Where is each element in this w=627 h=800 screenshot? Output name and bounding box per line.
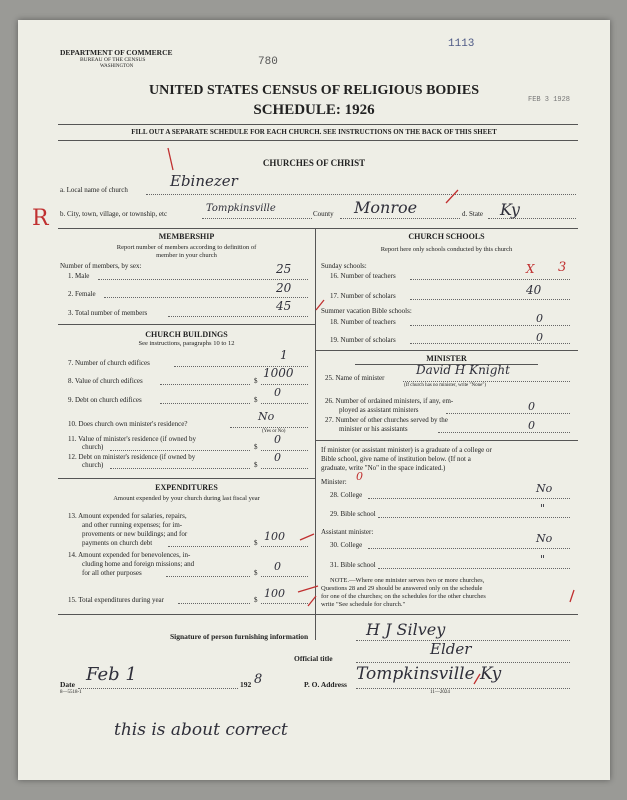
church-name-value: Ebinezer: [170, 172, 238, 190]
membership-note-1: Report number of members according to definition of: [116, 244, 257, 251]
q27-value: 0: [528, 419, 535, 432]
q28-value: No: [536, 482, 553, 495]
q27-line-2: minister or his assistants: [339, 425, 408, 433]
red-check-marks: [18, 20, 610, 780]
city-label: b. City, town, village, or township, etc: [60, 210, 168, 218]
q10-label: 10. Does church own minister's residence?: [68, 420, 188, 428]
q30-label: 30. College: [330, 541, 363, 549]
q31-value: ": [540, 553, 546, 566]
male-label: 1. Male: [68, 272, 90, 280]
dept-heading: DEPARTMENT OF COMMERCE: [60, 48, 173, 57]
q25-hint: (If church has no minister, write "None"): [404, 383, 487, 388]
q13-line-2: and other running expenses; for im-: [82, 521, 183, 529]
male-value: 25: [276, 262, 292, 276]
minister-heading: MINISTER: [426, 354, 467, 363]
stamp-number-1113: 1113: [448, 38, 475, 50]
city-heading: WASHINGTON: [100, 64, 134, 69]
q9-value: 0: [274, 386, 281, 399]
state-value: Ky: [500, 200, 520, 219]
q13-line-1: 13. Amount expended for salaries, repairs,: [68, 512, 187, 520]
signature-label: Signature of person furnishing information: [170, 632, 309, 641]
q13-dollar: $: [254, 539, 258, 547]
stamp-number-780: 780: [258, 56, 278, 68]
signature-value: H J Silvey: [366, 620, 446, 639]
q8-dollar: $: [254, 377, 258, 385]
q16-label: 16. Number of teachers: [330, 272, 396, 280]
q11-value: 0: [274, 433, 281, 446]
q16-value: X: [526, 262, 535, 276]
q14-line-2: cluding home and foreign missions; and: [82, 560, 195, 568]
census-form-page: [18, 20, 610, 780]
q19-value: 0: [536, 331, 543, 344]
form-schedule: SCHEDULE: 1926: [253, 102, 375, 118]
po-address-label: P. O. Address: [304, 680, 347, 689]
minister-red-mark: 0: [356, 470, 363, 483]
q17-label: 17. Number of scholars: [330, 292, 396, 300]
official-title-label: Official title: [294, 654, 333, 663]
q12-label-1: 12. Debt on minister's residence (if owned by: [68, 453, 196, 461]
total-members-label: 3. Total number of members: [68, 309, 148, 317]
stamp-date: FEB 3 1928: [528, 96, 571, 104]
official-title-value: Elder: [430, 640, 472, 658]
q28-label: 28. College: [330, 491, 363, 499]
q8-value: 1000: [263, 366, 294, 380]
q26-value: 0: [528, 400, 535, 413]
q9-label: 9. Debt on church edifices: [68, 396, 142, 404]
print-code: 11—2024: [430, 690, 450, 695]
female-label: 2. Female: [68, 290, 96, 298]
q31-label: 31. Bible school: [330, 561, 376, 569]
membership-note-2: member in your church: [156, 252, 217, 259]
q13-line-4: payments on church debt: [82, 539, 153, 547]
year-value: 8: [254, 672, 263, 687]
schools-heading: CHURCH SCHOOLS: [408, 232, 485, 241]
q14-dollar: $: [254, 569, 258, 577]
q16-red-mark: 3: [558, 260, 567, 275]
graduate-note-3: graduate, write "No" in the space indicated.): [321, 464, 446, 472]
female-value: 20: [276, 281, 292, 295]
q29-label: 29. Bible school: [330, 510, 376, 518]
form-title: UNITED STATES CENSUS OF RELIGIOUS BODIES: [148, 83, 479, 98]
q7-label: 7. Number of church edifices: [68, 359, 150, 367]
q12-dollar: $: [254, 461, 258, 469]
city-value: Tompkinsville: [206, 203, 276, 214]
q29-value: ": [540, 502, 546, 515]
q15-value: 100: [264, 587, 285, 600]
q14-line-1: 14. Amount expended for benevolences, in-: [68, 551, 191, 559]
total-members-value: 45: [276, 299, 292, 313]
church-name-label: a. Local name of church: [60, 186, 128, 194]
minister-note-4: write "See schedule for church.": [321, 601, 406, 608]
minister-note-2: Questions 28 and 29 should be answered only on the schedule: [321, 585, 483, 592]
minister-sub-label: Minister:: [321, 478, 347, 486]
q15-label: 15. Total expenditures during year: [68, 596, 164, 604]
year-prefix: 192: [240, 680, 252, 689]
sunday-schools-label: Sunday schools:: [321, 262, 367, 270]
summer-schools-label: Summer vacation Bible schools:: [321, 307, 412, 315]
buildings-note: See instructions, paragraphs 10 to 12: [138, 340, 235, 347]
graduate-note-1: If minister (or assistant minister) is a graduate of a college or: [321, 446, 492, 454]
q10-value: No: [258, 410, 275, 423]
q13-value: 100: [264, 530, 285, 543]
q11-label-2: church): [82, 443, 104, 451]
q14-value: 0: [274, 560, 281, 573]
assistant-minister-label: Assistant minister:: [321, 528, 374, 536]
po-address-value: Tompkinsville Ky: [356, 664, 502, 684]
q10-hint: (Yes or No): [262, 429, 286, 434]
q11-dollar: $: [254, 443, 258, 451]
membership-heading: MEMBERSHIP: [158, 232, 215, 241]
q26-line-2: ployed as assistant ministers: [339, 406, 419, 414]
q14-line-3: for all other purposes: [82, 569, 142, 577]
q25-value: David H Knight: [416, 363, 510, 377]
q18-label: 18. Number of teachers: [330, 318, 396, 326]
form-code: 8—5518-1: [60, 690, 82, 695]
buildings-heading: CHURCH BUILDINGS: [145, 330, 228, 339]
county-value: Monroe: [354, 198, 418, 217]
membership-sub-label: Number of members, by sex:: [60, 262, 142, 270]
denomination-heading: CHURCHES OF CHRIST: [262, 158, 366, 168]
q19-label: 19. Number of scholars: [330, 336, 396, 344]
q7-value: 1: [280, 348, 288, 362]
q17-value: 40: [526, 283, 542, 297]
bureau-heading: BUREAU OF THE CENSUS: [80, 57, 146, 63]
q9-dollar: $: [254, 396, 258, 404]
q25-label: 25. Name of minister: [325, 374, 385, 382]
minister-note-1: NOTE.—Where one minister serves two or more churches,: [330, 577, 485, 584]
q11-label-1: 11. Value of minister's residence (if owned by: [68, 435, 197, 443]
date-label: Date: [60, 680, 75, 689]
q13-line-3: provements or new buildings; and for: [82, 530, 188, 538]
q12-value: 0: [274, 451, 281, 464]
q15-dollar: $: [254, 596, 258, 604]
form-instruction: FILL OUT A SEPARATE SCHEDULE FOR EACH CHURCH. SEE INSTRUCTIONS ON THE BACK OF THIS SHEET: [131, 128, 497, 136]
expenditures-heading: EXPENDITURES: [155, 483, 218, 492]
q30-value: No: [536, 532, 553, 545]
schools-note: Report here only schools conducted by this church: [380, 246, 513, 253]
red-r-mark: R: [32, 206, 49, 231]
expenditures-note: Amount expended by your church during last fiscal year: [113, 495, 260, 502]
q26-line-1: 26. Number of ordained ministers, if any, em-: [325, 397, 454, 405]
handwritten-footnote: this is about correct: [114, 720, 288, 740]
q18-value: 0: [536, 312, 543, 325]
q27-line-1: 27. Number of other churches served by the: [325, 416, 448, 424]
minister-note-3: for one of the churches; on the schedules for the other churches: [321, 593, 486, 600]
q12-label-2: church): [82, 461, 104, 469]
county-label: County: [313, 210, 334, 218]
date-value: Feb 1: [86, 664, 137, 685]
q8-label: 8. Value of church edifices: [68, 377, 143, 385]
graduate-note-2: Bible school, give name of institution below. (If not a: [321, 455, 471, 463]
state-label: d. State: [462, 210, 483, 218]
